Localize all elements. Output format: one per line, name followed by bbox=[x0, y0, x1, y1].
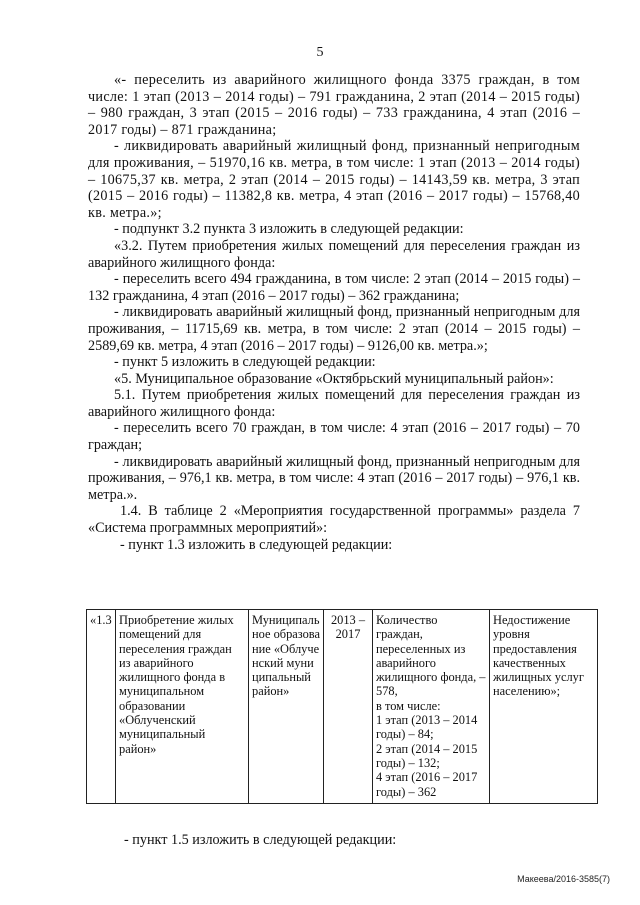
paragraph-item-1-3-intro: - пункт 1.3 изложить в следующей редакции: bbox=[120, 536, 393, 553]
cell-executor: Муниципальное образование «Облученский муниципальный район» bbox=[249, 610, 324, 804]
paragraph-1-4: 1.4. В таблице 2 «Мероприятия государственной программы» раздела 7 «Система программных мероприятий»: bbox=[88, 503, 580, 537]
page-number: 5 bbox=[316, 45, 324, 60]
paragraph-relocate-total: «- переселить из аварийного жилищного фонда 3375 граждан, в том числе: 1 этап (2013 – 2014 годы) – 791 гражданина, 2 этап (2014 – 2015 годы) – 980 граждан, 3 этап (2015 – 2016 годы) – 733 гражданина, 4 этап (2016 – 2017 годы) – 871 гражданина; bbox=[88, 72, 580, 138]
indicator-line: в том числе: bbox=[376, 698, 441, 713]
indicator-line: 2 этап (2014 – 2015 годы) – 132; bbox=[376, 741, 478, 770]
cell-period: 2013 – 2017 bbox=[324, 610, 373, 804]
paragraph-item-1-5-intro: - пункт 1.5 изложить в следующей редакции: bbox=[124, 832, 397, 848]
paragraph-subclause-3-2-intro: - подпункт 3.2 пункта 3 изложить в следующей редакции: bbox=[114, 221, 464, 238]
document-body bbox=[88, 72, 580, 553]
indicator-line: 4 этап (2016 – 2017 годы) – 362 bbox=[376, 770, 478, 799]
paragraph-clause-5-1: 5.1. Путем приобретения жилых помещений для переселения граждан из аварийного жилищного фонда: bbox=[88, 387, 580, 420]
paragraph-clause-5-intro: - пункт 5 изложить в следующей редакции: bbox=[114, 354, 376, 371]
indicator-line: 1 этап (2013 – 2014 годы) – 84; bbox=[376, 713, 478, 742]
paragraph-relocate-70: - переселить всего 70 граждан, в том числе: 4 этап (2016 – 2017 годы) – 70 граждан; bbox=[88, 420, 580, 454]
paragraph-subclause-3-2: «3.2. Путем приобретения жилых помещений для переселения граждан из аварийного жилищного фонда: bbox=[88, 237, 580, 271]
table-row bbox=[87, 610, 598, 804]
paragraph-liquidate-976: - ликвидировать аварийный жилищный фонд, признанный непригодным для проживания, – 976,1 кв. метра, в том числе: 4 этап (2016 – 2017 годы) – 976,1 кв. метра.». bbox=[88, 453, 580, 503]
paragraph-clause-5: «5. Муниципальное образование «Октябрьский муниципальный район»: bbox=[114, 370, 554, 387]
paragraph-liquidate-total: - ликвидировать аварийный жилищный фонд, признанный непригодным для проживания, – 51970,16 кв. метра, в том числе: 1 этап (2013 – 2014 годы) – 10675,37 кв. метра, 2 этап (2014 – 2015 годы) – 14143,59 кв. метра, 3 этап (2015 – 2016 годы) – 11382,8 кв. метра, 4 этап (2016 – 2017 годы) – 15768,40 кв. метра.»; bbox=[88, 138, 580, 221]
cell-number: «1.3 bbox=[87, 610, 116, 804]
paragraph-liquidate-11715: - ликвидировать аварийный жилищный фонд, признанный непригодным для проживания, – 11715,69 кв. метра, в том числе: 2 этап (2014 – 2015 годы) – 2589,69 кв. метра, 4 этап (2016 – 2017 годы) – 9126,00 кв. метра.»; bbox=[88, 304, 580, 354]
cell-measure: Приобретение жилых помещений для переселения граждан из аварийного жилищного фонда в муниципальном образовании «Облученский муниципальный район» bbox=[116, 610, 249, 804]
cell-indicator bbox=[373, 610, 490, 804]
cell-consequence: Недостижение уровня предоставления качественных жилищных услуг населению»; bbox=[490, 610, 598, 804]
measures-table bbox=[86, 609, 598, 804]
paragraph-relocate-494: - переселить всего 494 гражданина, в том числе: 2 этап (2014 – 2015 годы) – 132 гражданина, 4 этап (2016 – 2017 годы) – 362 гражданина; bbox=[88, 271, 580, 304]
indicator-line: Количество граждан, переселенных из аварийного жилищного фонда, – 578, bbox=[376, 613, 486, 699]
footer-code: Макеева/2016-3585(7) bbox=[517, 874, 610, 884]
